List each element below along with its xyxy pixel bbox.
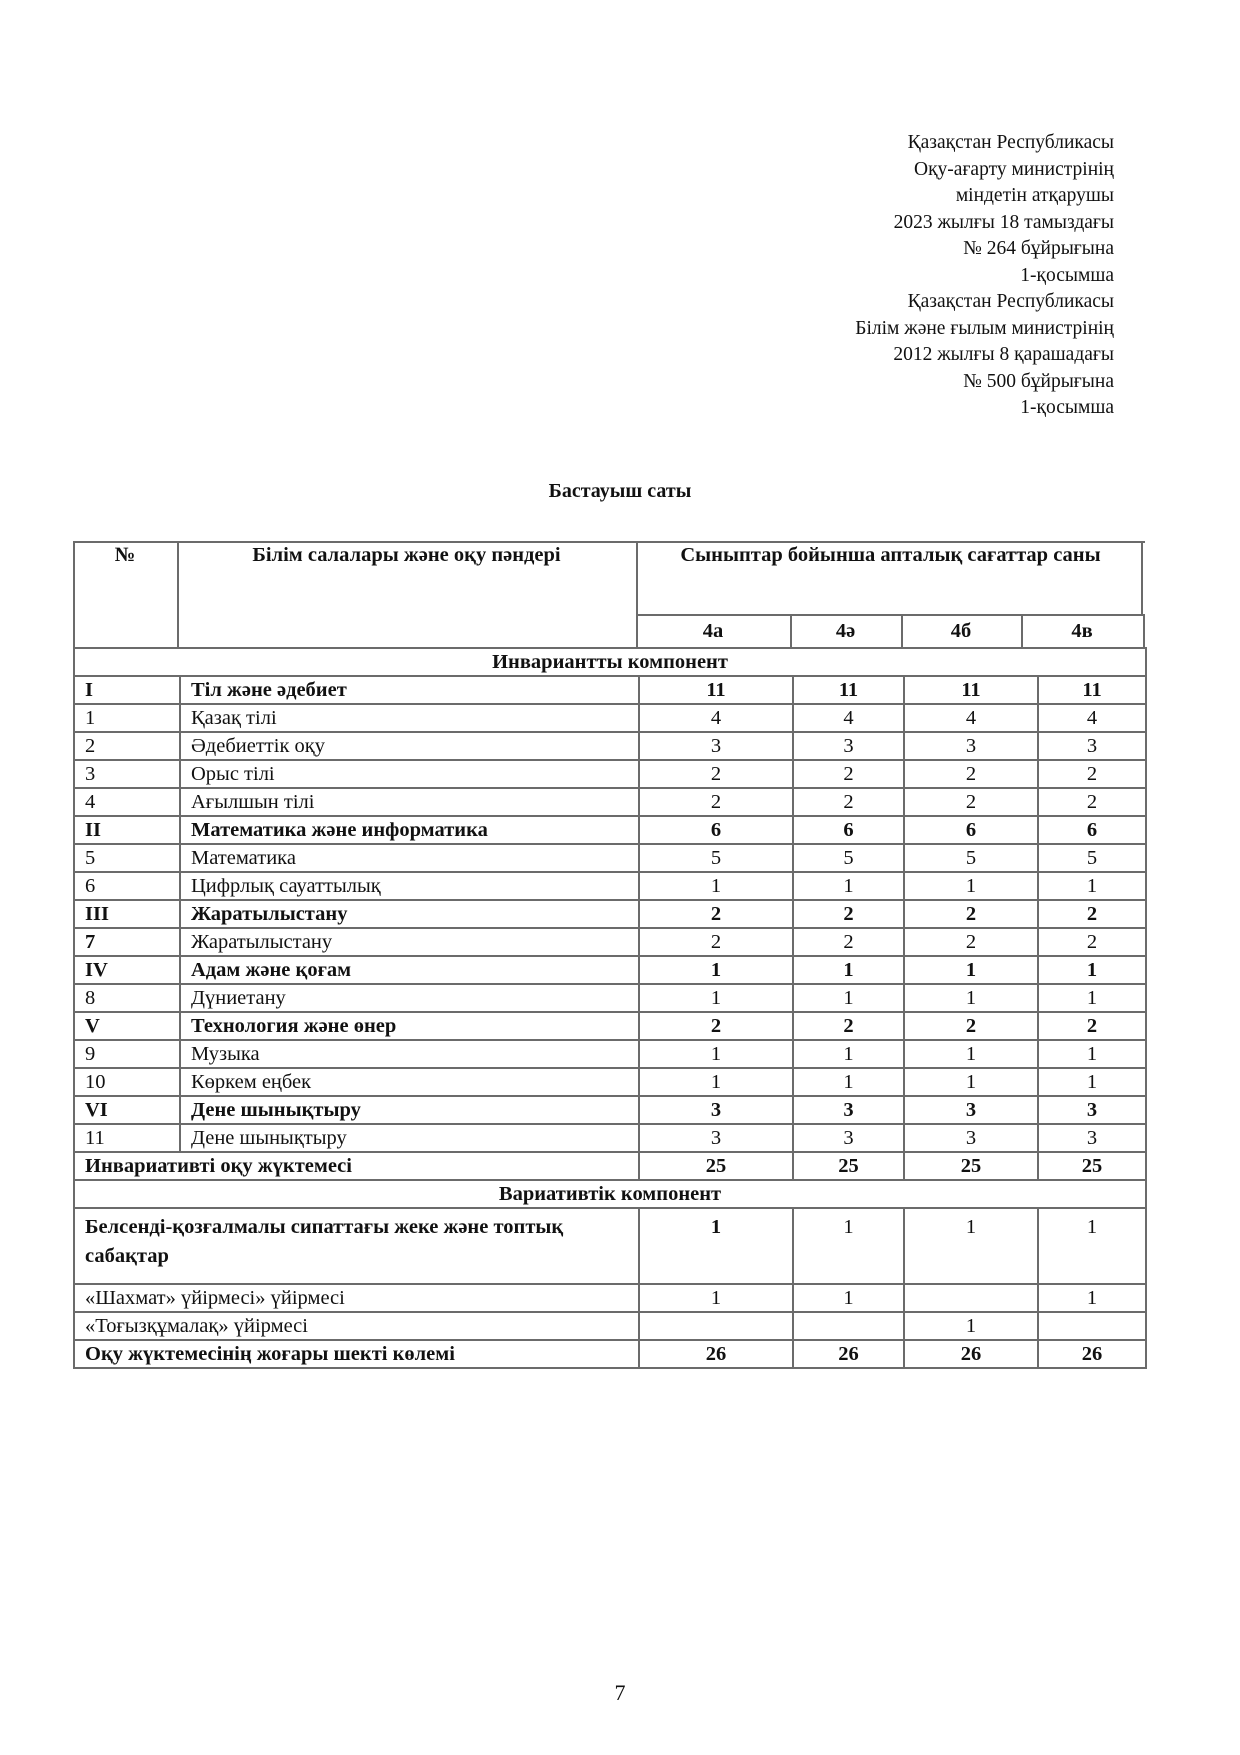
hours-cell: 1 <box>1038 984 1146 1012</box>
hours-cell: 4 <box>904 704 1038 732</box>
subject-row <box>74 732 1146 760</box>
hours-cell <box>793 1312 904 1340</box>
hours-cell: 1 <box>1038 1040 1146 1068</box>
hours-cell: 1 <box>793 1284 904 1312</box>
hours-cell: 2 <box>793 1012 904 1040</box>
total-cell: 26 <box>639 1340 793 1368</box>
row-name: «Тоғызқұмалақ» үйірмесі <box>74 1312 639 1340</box>
hours-cell: 1 <box>904 1208 1038 1284</box>
hours-cell: 1 <box>793 1068 904 1096</box>
hours-cell: 1 <box>1038 1284 1146 1312</box>
subject-row <box>74 928 1146 956</box>
hours-cell: 5 <box>904 844 1038 872</box>
row-name: Тіл және әдебиет <box>180 676 639 704</box>
header-class: 4б <box>950 620 972 642</box>
hours-cell: 3 <box>639 732 793 760</box>
subject-row <box>74 760 1146 788</box>
curriculum-table <box>73 647 1147 1369</box>
hours-cell: 11 <box>1038 676 1146 704</box>
hours-cell <box>639 1312 793 1340</box>
hours-cell: 1 <box>904 956 1038 984</box>
subject-area-row <box>74 956 1146 984</box>
hours-cell: 1 <box>1038 956 1146 984</box>
hours-cell: 11 <box>793 676 904 704</box>
row-code: 9 <box>74 1040 180 1068</box>
hours-cell: 2 <box>904 788 1038 816</box>
row-code: 3 <box>74 760 180 788</box>
hours-cell: 4 <box>793 704 904 732</box>
subject-area-row <box>74 676 1146 704</box>
hours-cell: 2 <box>904 928 1038 956</box>
row-name: Адам және қоғам <box>180 956 639 984</box>
total-cell: 25 <box>639 1152 793 1180</box>
variative-row <box>74 1208 1146 1284</box>
section-label: Вариативтік компонент <box>74 1180 1146 1208</box>
subject-area-row <box>74 1096 1146 1124</box>
hours-cell: 3 <box>1038 1096 1146 1124</box>
subject-row <box>74 1124 1146 1152</box>
hours-cell: 6 <box>1038 816 1146 844</box>
header-sub-border <box>636 614 1145 616</box>
header-no: № <box>114 544 136 566</box>
hours-cell: 3 <box>1038 1124 1146 1152</box>
hours-cell: 1 <box>639 1068 793 1096</box>
row-name: «Шахмат» үйірмесі» үйірмесі <box>74 1284 639 1312</box>
hours-cell: 4 <box>1038 704 1146 732</box>
hours-cell: 2 <box>639 928 793 956</box>
hours-cell: 1 <box>639 1284 793 1312</box>
subject-row <box>74 704 1146 732</box>
stamp-line: № 264 бұйрығына <box>963 238 1114 259</box>
stamp-line: міндетін атқарушы <box>955 185 1114 206</box>
row-code: 6 <box>74 872 180 900</box>
stamp-line: 1-қосымша <box>1020 264 1114 286</box>
row-name: Әдебиеттік оқу <box>180 732 639 760</box>
total-cell: 26 <box>1038 1340 1146 1368</box>
hours-cell: 2 <box>1038 1012 1146 1040</box>
hours-cell: 2 <box>1038 928 1146 956</box>
hours-cell: 2 <box>1038 788 1146 816</box>
variative-row <box>74 1312 1146 1340</box>
row-name: Қазақ тілі <box>180 704 639 732</box>
row-name: Белсенді-қозғалмалы сипаттағы жеке және топтық сабақтар <box>74 1208 639 1284</box>
subject-row <box>74 788 1146 816</box>
row-name: Математика және информатика <box>180 816 639 844</box>
row-name: Технология және өнер <box>180 1012 639 1040</box>
row-code: I <box>74 676 180 704</box>
hours-cell: 5 <box>793 844 904 872</box>
header-subjects: Білім салалары және оқу пәндері <box>252 544 561 566</box>
hours-cell: 5 <box>1038 844 1146 872</box>
subject-row <box>74 844 1146 872</box>
table-header <box>73 541 1143 648</box>
row-name: Жаратылыстану <box>180 900 639 928</box>
header-class: 4а <box>702 620 724 642</box>
hours-cell <box>904 1284 1038 1312</box>
subject-row <box>74 984 1146 1012</box>
hours-cell: 1 <box>793 984 904 1012</box>
hours-cell: 6 <box>793 816 904 844</box>
stamp-line: Қазақстан Республикасы <box>907 291 1114 312</box>
variative-section-row <box>74 1180 1146 1208</box>
hours-cell <box>1038 1312 1146 1340</box>
hours-cell: 6 <box>904 816 1038 844</box>
header-right-border <box>1143 614 1145 648</box>
hours-cell: 1 <box>904 1312 1038 1340</box>
hours-cell: 2 <box>793 900 904 928</box>
appendix-stamp <box>855 130 1114 422</box>
hours-cell: 2 <box>904 1012 1038 1040</box>
hours-cell: 1 <box>793 872 904 900</box>
row-code: 4 <box>74 788 180 816</box>
stamp-line: Білім және ғылым министрінің <box>855 317 1114 339</box>
stamp-line: 2023 жылғы 18 тамыздағы <box>893 211 1114 233</box>
subject-row <box>74 1068 1146 1096</box>
row-code: 1 <box>74 704 180 732</box>
section-label: Инвариантты компонент <box>74 648 1146 676</box>
hours-cell: 2 <box>639 760 793 788</box>
hours-cell: 2 <box>793 788 904 816</box>
hours-cell: 1 <box>639 872 793 900</box>
total-label: Оқу жүктемесінің жоғары шекті көлемі <box>74 1340 639 1368</box>
variative-row <box>74 1284 1146 1312</box>
hours-cell: 1 <box>1038 1068 1146 1096</box>
row-code: 7 <box>74 928 180 956</box>
row-code: 10 <box>74 1068 180 1096</box>
row-name: Орыс тілі <box>180 760 639 788</box>
total-cell: 25 <box>1038 1152 1146 1180</box>
hours-cell: 2 <box>793 928 904 956</box>
row-name: Дүниетану <box>180 984 639 1012</box>
stamp-line: Оқу-ағарту министрінің <box>913 158 1114 180</box>
total-cell: 26 <box>793 1340 904 1368</box>
hours-cell: 3 <box>793 1124 904 1152</box>
hours-cell: 3 <box>793 732 904 760</box>
hours-cell: 1 <box>793 1040 904 1068</box>
hours-cell: 11 <box>904 676 1038 704</box>
row-code: 2 <box>74 732 180 760</box>
subject-area-row <box>74 816 1146 844</box>
hours-cell: 4 <box>639 704 793 732</box>
row-name: Дене шынықтыру <box>180 1096 639 1124</box>
hours-cell: 3 <box>639 1124 793 1152</box>
row-code: VI <box>74 1096 180 1124</box>
hours-cell: 1 <box>639 1208 793 1284</box>
row-name: Жаратылыстану <box>180 928 639 956</box>
hours-cell: 6 <box>639 816 793 844</box>
hours-cell: 2 <box>639 788 793 816</box>
row-code: II <box>74 816 180 844</box>
total-label: Инвариативті оқу жүктемесі <box>74 1152 639 1180</box>
hours-cell: 2 <box>639 900 793 928</box>
hours-cell: 1 <box>904 872 1038 900</box>
stamp-line: 2012 жылғы 8 қарашадағы <box>893 344 1114 365</box>
hours-cell: 3 <box>904 1096 1038 1124</box>
stamp-line: 1-қосымша <box>1020 397 1114 418</box>
hours-cell: 3 <box>793 1096 904 1124</box>
header-class: 4в <box>1071 620 1093 642</box>
total-cell: 25 <box>904 1152 1038 1180</box>
hours-cell: 1 <box>904 1040 1038 1068</box>
row-name: Математика <box>180 844 639 872</box>
row-code: IV <box>74 956 180 984</box>
subject-area-row <box>74 900 1146 928</box>
header-class: 4ә <box>835 620 856 642</box>
hours-cell: 1 <box>793 956 904 984</box>
row-code: V <box>74 1012 180 1040</box>
hours-cell: 1 <box>639 984 793 1012</box>
row-code: 5 <box>74 844 180 872</box>
total-cell: 25 <box>793 1152 904 1180</box>
document-title: Бастауыш саты <box>548 480 692 502</box>
hours-cell: 2 <box>639 1012 793 1040</box>
hours-cell: 1 <box>1038 1208 1146 1284</box>
row-name: Цифрлық сауаттылық <box>180 872 639 900</box>
stamp-line: № 500 бұйрығына <box>963 370 1114 392</box>
hours-cell: 2 <box>793 760 904 788</box>
hours-cell: 3 <box>904 1124 1038 1152</box>
hours-cell: 1 <box>1038 872 1146 900</box>
subject-area-row <box>74 1012 1146 1040</box>
hours-cell: 1 <box>904 1068 1038 1096</box>
row-name: Ағылшын тілі <box>180 788 639 816</box>
hours-cell: 3 <box>639 1096 793 1124</box>
total-cell: 26 <box>904 1340 1038 1368</box>
row-name: Дене шынықтыру <box>180 1124 639 1152</box>
subject-row <box>74 872 1146 900</box>
page-number: 7 <box>614 1680 626 1705</box>
hours-cell: 1 <box>904 984 1038 1012</box>
header-hours-group: Сыныптар бойынша апталық сағаттар саны <box>680 544 1101 566</box>
hours-cell: 2 <box>904 900 1038 928</box>
invariant-section-row <box>74 648 1146 676</box>
hours-cell: 2 <box>1038 900 1146 928</box>
hours-cell: 1 <box>639 1040 793 1068</box>
hours-cell: 2 <box>904 760 1038 788</box>
grand-total-row <box>74 1340 1146 1368</box>
stamp-line: Қазақстан Республикасы <box>907 132 1114 153</box>
subject-row <box>74 1040 1146 1068</box>
row-code: 8 <box>74 984 180 1012</box>
hours-cell: 1 <box>639 956 793 984</box>
hours-cell: 3 <box>904 732 1038 760</box>
hours-cell: 11 <box>639 676 793 704</box>
hours-cell: 5 <box>639 844 793 872</box>
hours-cell: 1 <box>793 1208 904 1284</box>
header-right-border <box>1141 541 1143 615</box>
row-name: Музыка <box>180 1040 639 1068</box>
row-code: III <box>74 900 180 928</box>
invariant-total-row <box>74 1152 1146 1180</box>
row-code: 11 <box>74 1124 180 1152</box>
hours-cell: 2 <box>1038 760 1146 788</box>
row-name: Көркем еңбек <box>180 1068 639 1096</box>
hours-cell: 3 <box>1038 732 1146 760</box>
